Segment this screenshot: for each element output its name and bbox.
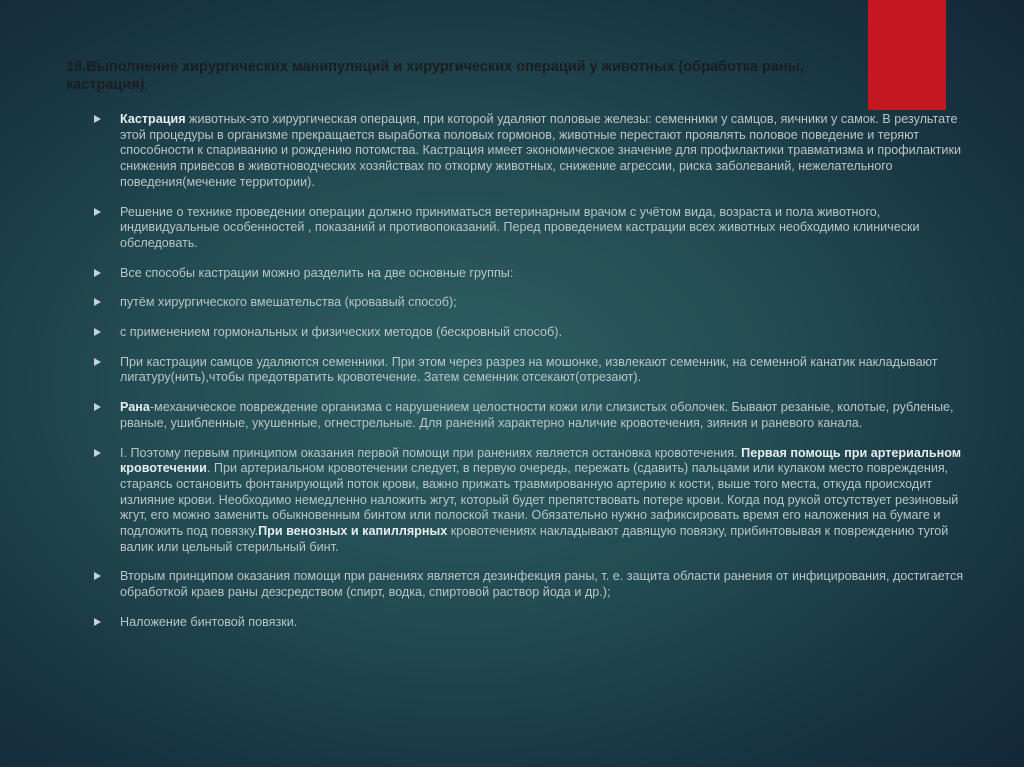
surgical-method-text: путём хирургического вмешательства (кровавый способ); [120, 295, 457, 310]
decision-text: Решение о технике проведении операции должно приниматься ветеринарным врачом с учётом вида, возраста и пола животного, индивидуальные особенностей , показаний и противопоказаний. Перед проведением кастрации всех животных необходимо клинически обследовать. [120, 204, 920, 250]
bullet-list [94, 112, 974, 645]
triangle-right-icon [94, 208, 101, 216]
bullet-item-surgical-method [94, 295, 974, 311]
bloodless-method-text: с применением гормональных и физических методов (бескровный способ). [120, 325, 562, 340]
bullet-item-methods [94, 266, 974, 282]
bullet-item-bandage [94, 615, 974, 631]
first-aid-body: . При артериальном кровотечении следует, в первую очередь, пережать (сдавить) пальцами или кулаком место повреждения, стараясь остановить фонтанирующий поток крови, важно прижать травмированную артерию к кости, выше того места, откуда происходит излияние крови. Необходимо немедленно наложить жгут, который будет препятствовать потере крови. Когда под рукой отсутствует резиновый жгут, его можно заменить обыкновенным бинтом или полоской ткани. Обязательно нужно зафиксировать время его наложения на бумаге и подложить под повязку. [120, 461, 959, 539]
triangle-right-icon [94, 618, 101, 626]
accent-red-bar [868, 0, 946, 110]
bullet-item-first-aid [94, 446, 974, 556]
triangle-right-icon [94, 358, 101, 366]
wound-definition: -механическое повреждение организма с нарушением целостности кожи или слизистых оболочек. Бывают резаные, колотые, рубленые, рваные, ушибленные, укушенные, огнестрельные. Для ранений характерно наличие кровотечения, зияния и раневого канала. [120, 400, 954, 430]
bullet-item-wound [94, 400, 974, 431]
term-arterial-bleeding: Первая помощь при артериальном кровотечении [120, 445, 962, 476]
triangle-right-icon [94, 269, 101, 277]
methods-text: Все способы кастрации можно разделить на две основные группы: [120, 265, 514, 280]
term-wound: Рана [120, 400, 150, 415]
triangle-right-icon [94, 115, 101, 123]
disinfection-text: Вторым принципом оказания помощи при ранениях является дезинфекция раны, т. е. защита области ранения от инфицирования, достигается обработкой краев раны дезсредством (спирт, водка, спиртовой раствор йода и др.); [120, 569, 964, 600]
triangle-right-icon [94, 449, 101, 457]
bullet-item-bloodless-method [94, 325, 974, 341]
bullet-item-disinfection [94, 569, 974, 600]
slide-title: 18.Выполнение хирургических манипуляций и хирургических операций у животных (обработка раны, кастрация). [66, 59, 805, 93]
triangle-right-icon [94, 572, 101, 580]
bullet-item-male-castration [94, 355, 974, 386]
first-aid-intro: I. Поэтому первым принципом оказания первой помощи при ранениях является остановка кровотечения. [120, 445, 742, 460]
castration-definition: животных-это хирургическая операция, при которой удаляют половые железы: семенники у самцов, яичники у самок. В результате этой процедуры в организме прекращается выработка половых гормонов, животные перестают проявлять половое поведение и теряют способности к спариванию и рождению потомства. Кастрация имеет экономическое значение для профилактики травматизма и профилактики снижения привесов в животноводческих хозяйствах по откорму животных, снижение агрессии, риска заболеваний, нежелательного поведения(мечение территории). [120, 112, 961, 189]
bullet-item-decision [94, 205, 974, 252]
triangle-right-icon [94, 298, 101, 306]
bandage-text: Наложение бинтовой повязки. [120, 614, 298, 629]
term-venous-capillary: При венозных и капиллярных [258, 524, 448, 539]
triangle-right-icon [94, 328, 101, 336]
term-castration: Кастрация [120, 112, 186, 126]
first-aid-end: кровотечениях накладывают давящую повязку, прибинтовывая к повреждению тугой валик или цельный стерильный бинт. [120, 524, 949, 554]
bullet-item-castration [94, 112, 974, 191]
triangle-right-icon [94, 403, 101, 411]
male-castration-text: При кастрации самцов удаляются семенники. При этом через разрез на мошонке, извлекают семенник, на семенной канатик накладывают лигатуру(нить),чтобы предотвратить кровотечение. Затем семенник отсекают(отрезают). [120, 354, 938, 385]
